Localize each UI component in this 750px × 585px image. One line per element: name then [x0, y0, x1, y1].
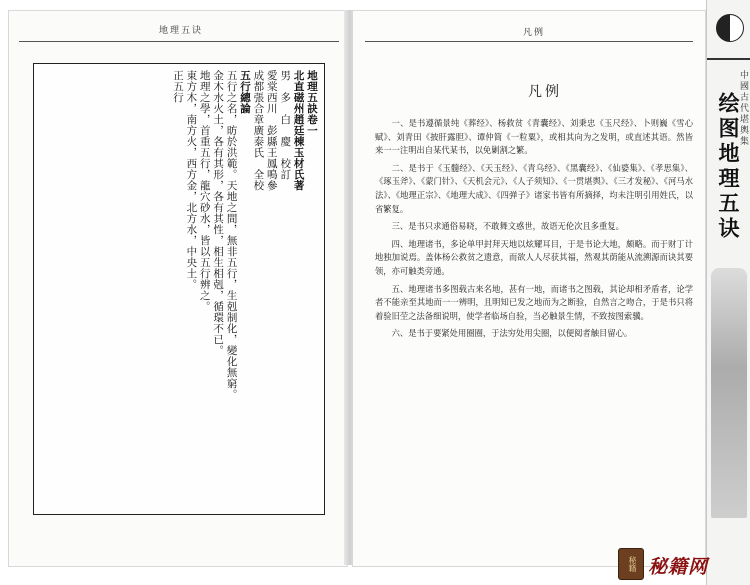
classical-text-frame [33, 63, 325, 515]
paragraph: 三、是书只求通俗易晓，不敢舞文惑世，故语无伦次且多重复。 [391, 221, 624, 232]
watermark-text: 秘籍网 [648, 556, 709, 578]
paragraph: 六、是书于要紧处用圈圈，于法穷处用尖圈，以便阅者触目留心。 [391, 328, 633, 339]
cover-edge-strip [706, 0, 750, 585]
watermark-seal-icon: 秘籍 [618, 548, 644, 580]
text-column: 東方木，南方火，西方金，北方水，中央土。 [185, 70, 198, 290]
author-line: 北直磁州趙廷棟玉材氏著 [292, 70, 305, 191]
left-header-rule [19, 41, 339, 42]
right-header-rule [365, 41, 693, 42]
book-title: 绘图地理五诀 [716, 92, 741, 242]
text-column: 地理之學，首重五行，龍穴砂水，皆以五行辨之。 [198, 70, 211, 312]
collator-line-1: 愛棠西川 彭縣王鳳鳴參 [265, 70, 278, 191]
paragraph: 四、地理诸书，多论单甲封拜天地以炫耀耳目，于是书论大地，颇略。而于财丁计地独加说焉。盖体杨公救贫之遗意，而欲人人尽获其福，然观其荫能从流溯源而诀其要领，亦可触类旁通。 [375, 238, 693, 276]
right-running-head: 凡例 [523, 28, 546, 38]
taiji-icon [716, 14, 744, 42]
text-column: 正五行 [171, 70, 184, 103]
page-title: 凡例 [528, 84, 562, 100]
volume-title: 地理五訣卷一 [306, 70, 318, 136]
text-column: 金木水火土，各有其形，各有其性，相生相剋，循環不已。 [212, 70, 225, 356]
vertical-text-columns [40, 70, 318, 508]
collator-line-2: 成都張合章廣泰氏 全校 [252, 70, 265, 191]
paragraph: 五、地理诸书多图载古来名地，甚有一地，而诸书之图载，其论却相矛盾者，论学者不能亲至其地而一一辨明，且明知已发之地而为之断验，自然言之吻合，于是书只将着验旧茔之法备细说明，使学者临场自验，当必触景生情，不致按图索骥。 [375, 283, 693, 321]
left-page [8, 10, 348, 567]
paragraph: 二、是书于《玉髓经》、《天玉经》、《青乌经》、《黑囊经》、《仙婆集》、《孝思集》、《琢玉斧》、《蒙门针》、《天机会元》、《人子须知》、《一贯堪舆》、《三才发秘》、《河马水法》、《地理正宗》、《地理大成》、《四弹子》诸家书皆有所摘择，均未注明引用姓氏，以省繁复。 [375, 162, 693, 214]
strip-rule [707, 58, 750, 60]
series-title: 中國古代堪輿集 [738, 70, 748, 147]
text-column: 五行之名，昉於洪範。天地之間，無非五行，生剋制化，變化無窮。 [225, 70, 238, 400]
cover-figure-image [711, 268, 747, 518]
left-running-head: 地理五诀 [159, 26, 204, 36]
section-heading: 五行總論 [238, 70, 251, 114]
paragraph: 一、是书遵循景纯《葬经》、杨救贫《青囊经》、刘秉忠《玉尺经》、卜则巍《雪心赋》、刘青田《披肝露胆》、谭仲简《一粒粟》，或相其向为之发明，或直述其语。然皆来一一注明出自某代某书，以免剿割之繁。 [375, 118, 693, 156]
editor-line: 男 多 白 慶 校訂 [279, 70, 292, 180]
body-text [375, 117, 693, 345]
right-page [352, 10, 706, 567]
